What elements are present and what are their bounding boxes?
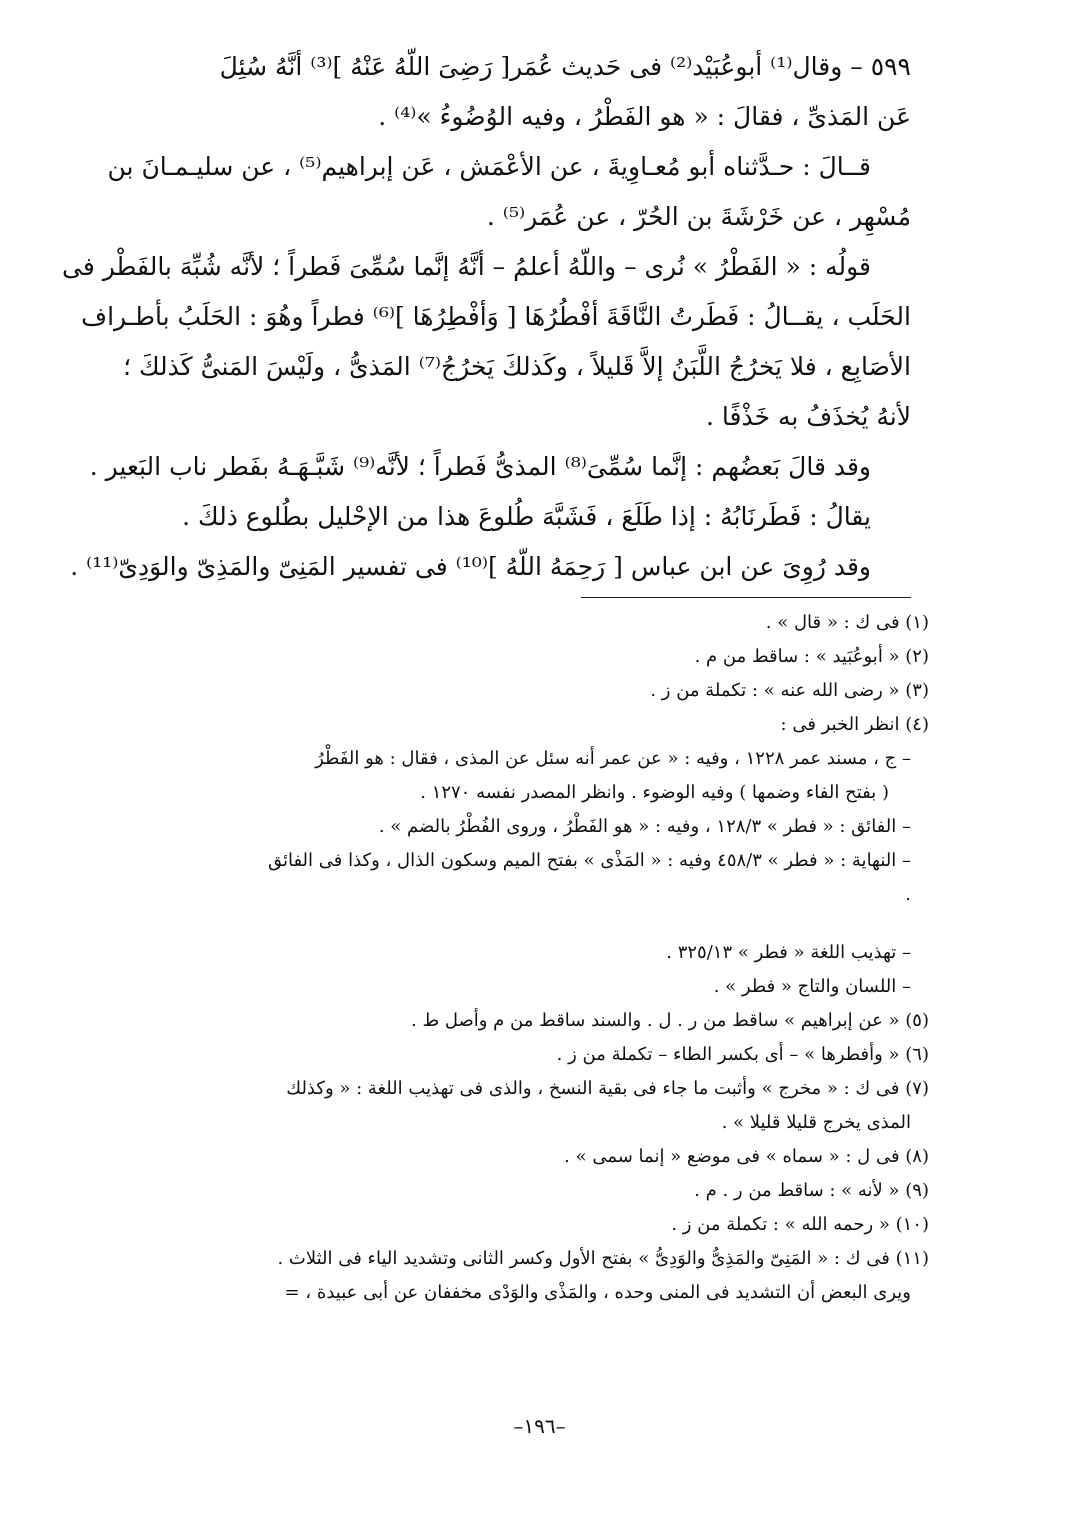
footnote-7: (٧) فى ك : « مخرج » وأثبت ما جاء فى بقية النسخ ، والذى فى تهذيب اللغة : « وكذلك xyxy=(286,1078,929,1099)
footnote-9: (٩) « لأنه » : ساقط من ر . م . xyxy=(694,1180,929,1201)
footnote-4-source-musnad: – ج ، مسند عمر ١٢٢٨ ، وفيه : « عن عمر أنه سئل عن المذى ، فقال : هو الفَطْرُ xyxy=(315,748,911,769)
paragraph-line: الحَلَب ، يقــالُ : فَطَرتُ النَّاقَةَ أفْطُرُهَا [ وَأفْطِرُهَا ]⁽⁶⁾ فطراً وهُوَ : الحَلَبُ بأطـراف xyxy=(81,302,911,331)
footnote-5: (٥) « عن إبراهيم » ساقط من ر . ل . والسند ساقط من م وأصل ط . xyxy=(411,1010,929,1031)
footnote-4-source-faiq: – الفائق : « فطر » ١٢٨/٣ ، وفيه : « هو الفَطْرُ ، وروى الفُطْرُ بالضم » . xyxy=(378,816,911,837)
paragraph-line: الأصَابِع ، فلا يَخرُجُ اللَّبَنُ إلاَّ قَليلاً ، وكَذلكَ يَخرُجُ⁽⁷⁾ المَذىُّ ، ولَيْسَ المَنىُّ كَذلكَ ؛ xyxy=(123,352,911,381)
paragraph-line: يقالُ : فَطَرنَابُهُ : إذا طَلَعَ ، فَشَبَّهَ طُلوعَ هذا من الإحْليل بطُلوع ذلكَ . xyxy=(182,502,871,531)
footnote-4: (٤) انظر الخبر فى : xyxy=(780,714,929,735)
footnote-10: (١٠) « رحمه الله » : تكملة من ز . xyxy=(671,1214,929,1235)
footnote-divider xyxy=(581,597,911,598)
footnote-6: (٦) « وأفطرها » – أى بكسر الطاء – تكملة من ز . xyxy=(556,1044,929,1065)
paragraph-line: وقد رُوِىَ عن ابن عباس [ رَحِمَهُ اللّهُ ]⁽¹⁰⁾ فى تفسير المَنِىّ والمَذِىّ والوَدِىّ⁽¹¹⁾ . xyxy=(70,552,871,581)
paragraph-line: عَن المَذىِّ ، فقالَ : « هو الفَطْرُ ، وفيه الوُضُوءُ »⁽⁴⁾ . xyxy=(378,102,911,131)
main-text xyxy=(62,42,911,592)
footnote-4-source-musnad-cont: ( بفتح الفاء وضمها ) وفيه الوضوء . وانظر المصدر نفسه ١٢٧٠ . xyxy=(420,782,889,803)
footnote-8: (٨) فى ل : « سماه » فى موضع « إنما سمى » . xyxy=(564,1146,929,1167)
paragraph-line: قولُه : « الفَطْرُ » نُرى – واللّهُ أعلمُ – أنَّهُ إنَّما سُمِّىَ فَطراً ؛ لأنَّه شُبِّهَ بالفَطْر فى xyxy=(62,252,871,281)
footnote-2: (٢) « أبوعُبَيد » : ساقط من م . xyxy=(694,646,929,667)
paragraph-line: لأنهُ يُخذَفُ به خَذْفًا . xyxy=(706,402,911,431)
paragraph-line: قــالَ : حـدَّثناه أبو مُعـاوِيةَ ، عن الأعْمَش ، عَن إبراهيم⁽⁵⁾ ، عن سليـمـانَ بن xyxy=(107,152,871,181)
footnote-1: (١) فى ك : « قال » . xyxy=(765,612,929,633)
footnote-4-source-tahdhib: – تهذيب اللغة « فطر » ٣٢٥/١٣ . xyxy=(666,942,911,963)
footnotes xyxy=(169,606,929,1310)
page-number: –١٩٦– xyxy=(513,1414,566,1438)
footnote-4-source-nihaya: – النهاية : « فطر » ٤٥٨/٣ وفيه : « المَذْى » بفتح الميم وسكون الذال ، وكذا فى الفائق xyxy=(267,850,911,871)
footnote-4-stray-dot: . xyxy=(905,884,911,905)
footnote-11-cont: ويرى البعض أن التشديد فى المنى وحده ، والمَذْى والوَدْى مخففان عن أبى عبيدة ، = xyxy=(284,1282,911,1303)
paragraph-line: مُسْهِر ، عن خَرْشَةَ بن الحُرّ ، عن عُمَر⁽⁵⁾ . xyxy=(486,202,911,231)
footnote-3: (٣) « رضى الله عنه » : تكملة من ز . xyxy=(650,680,929,701)
paragraph-line: وقد قالَ بَعضُهم : إنَّما سُمِّىَ⁽⁸⁾ المذىُّ فَطراً ؛ لأنَّه⁽⁹⁾ شَبَّـهَـهُ بفَطر ناب البَعير . xyxy=(89,452,871,481)
footnote-11: (١١) فى ك : « المَنِىّ والمَذِىُّ والوَدِىُّ » بفتح الأول وكسر الثانى وتشديد الياء فى الثلاث . xyxy=(277,1248,929,1269)
spacer xyxy=(169,912,929,936)
paragraph-line: ٥٩٩ – وقال⁽¹⁾ أبوعُبَيْد⁽²⁾ فى حَديث عُمَر[ رَضِىَ اللّهُ عَنْهُ ]⁽³⁾ أنَّهُ سُئِلَ xyxy=(219,52,911,81)
footnote-4-source-lisan: – اللسان والتاج « فطر » . xyxy=(713,976,911,997)
footnote-7-cont: المذى يخرج قليلا قليلا » . xyxy=(721,1112,911,1133)
